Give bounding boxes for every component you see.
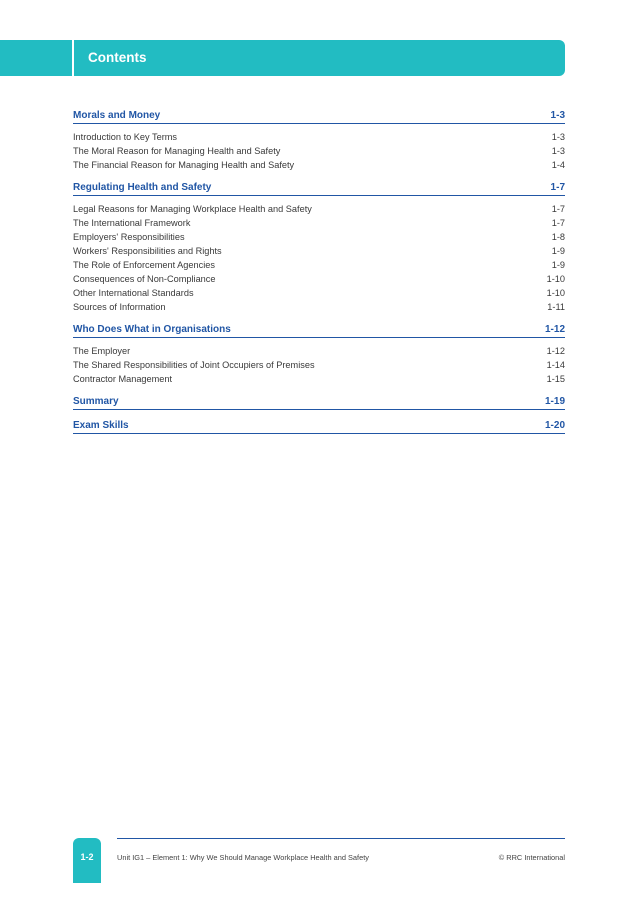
section-heading[interactable] [73,110,565,124]
toc-entry[interactable] [73,244,565,258]
entry-page: 1-10 [546,274,565,284]
section-title: Who Does What in Organisations [73,324,231,335]
footer-page-tab [73,838,101,883]
toc-entry[interactable] [73,358,565,372]
section-title: Regulating Health and Safety [73,182,212,193]
toc-entry[interactable] [73,300,565,314]
entry-page: 1-15 [546,374,565,384]
entry-title: Contractor Management [73,374,173,384]
toc-section [73,420,565,434]
entry-title: Sources of Information [73,302,166,312]
entry-title: Workers' Responsibilities and Rights [73,246,222,256]
footer-copyright: © RRC International [498,853,565,862]
entry-page: 1-7 [551,204,565,214]
section-title: Summary [73,396,119,407]
entry-page: 1-8 [551,232,565,242]
toc-entry[interactable] [73,372,565,386]
entry-title: Introduction to Key Terms [73,132,178,142]
entry-list [73,338,565,386]
entry-title: Other International Standards [73,288,194,298]
entry-title: Legal Reasons for Managing Workplace Health and Safety [73,204,312,214]
entry-page: 1-9 [551,260,565,270]
toc-entry[interactable] [73,230,565,244]
toc-section [73,324,565,386]
section-page: 1-3 [550,110,565,121]
entry-page: 1-10 [546,288,565,298]
page-number: 1-2 [80,852,94,862]
toc-section [73,110,565,172]
entry-title: The Moral Reason for Managing Health and Safety [73,146,281,156]
entry-title: Consequences of Non-Compliance [73,274,216,284]
toc-entry[interactable] [73,272,565,286]
toc-entry[interactable] [73,286,565,300]
section-title: Morals and Money [73,110,161,121]
toc-entry[interactable] [73,130,565,144]
footer-unit-text: Unit IG1 – Element 1: Why We Should Manage Workplace Health and Safety [117,853,369,862]
entry-page: 1-9 [551,246,565,256]
entry-title: The International Framework [73,218,191,228]
entry-list [73,124,565,172]
toc-entry[interactable] [73,158,565,172]
section-heading[interactable] [73,182,565,196]
entry-page: 1-14 [546,360,565,370]
section-page: 1-20 [544,420,565,431]
toc-entry[interactable] [73,216,565,230]
toc-entry[interactable] [73,258,565,272]
entry-title: The Role of Enforcement Agencies [73,260,215,270]
entry-page: 1-12 [546,346,565,356]
contents-header-bar [0,40,565,76]
page-title: Contents [88,50,147,65]
entry-page: 1-11 [547,302,565,312]
section-page: 1-12 [544,324,565,335]
section-page: 1-7 [550,182,565,193]
entry-title: Employers' Responsibilities [73,232,185,242]
toc-entry[interactable] [73,344,565,358]
entry-title: The Employer [73,346,131,356]
toc-entry[interactable] [73,144,565,158]
entry-title: The Shared Responsibilities of Joint Occupiers of Premises [73,360,315,370]
section-heading[interactable] [73,420,565,434]
toc-section [73,182,565,314]
entry-page: 1-3 [551,132,565,142]
section-page: 1-19 [544,396,565,407]
entry-page: 1-3 [551,146,565,156]
footer-divider [117,838,565,839]
toc-entry[interactable] [73,202,565,216]
entry-list [73,196,565,314]
toc-section [73,396,565,410]
entry-title: The Financial Reason for Managing Health and Safety [73,160,295,170]
section-heading[interactable] [73,396,565,410]
header-divider [72,40,74,76]
table-of-contents [73,110,565,444]
entry-page: 1-4 [551,160,565,170]
section-title: Exam Skills [73,420,129,431]
section-heading[interactable] [73,324,565,338]
entry-page: 1-7 [551,218,565,228]
